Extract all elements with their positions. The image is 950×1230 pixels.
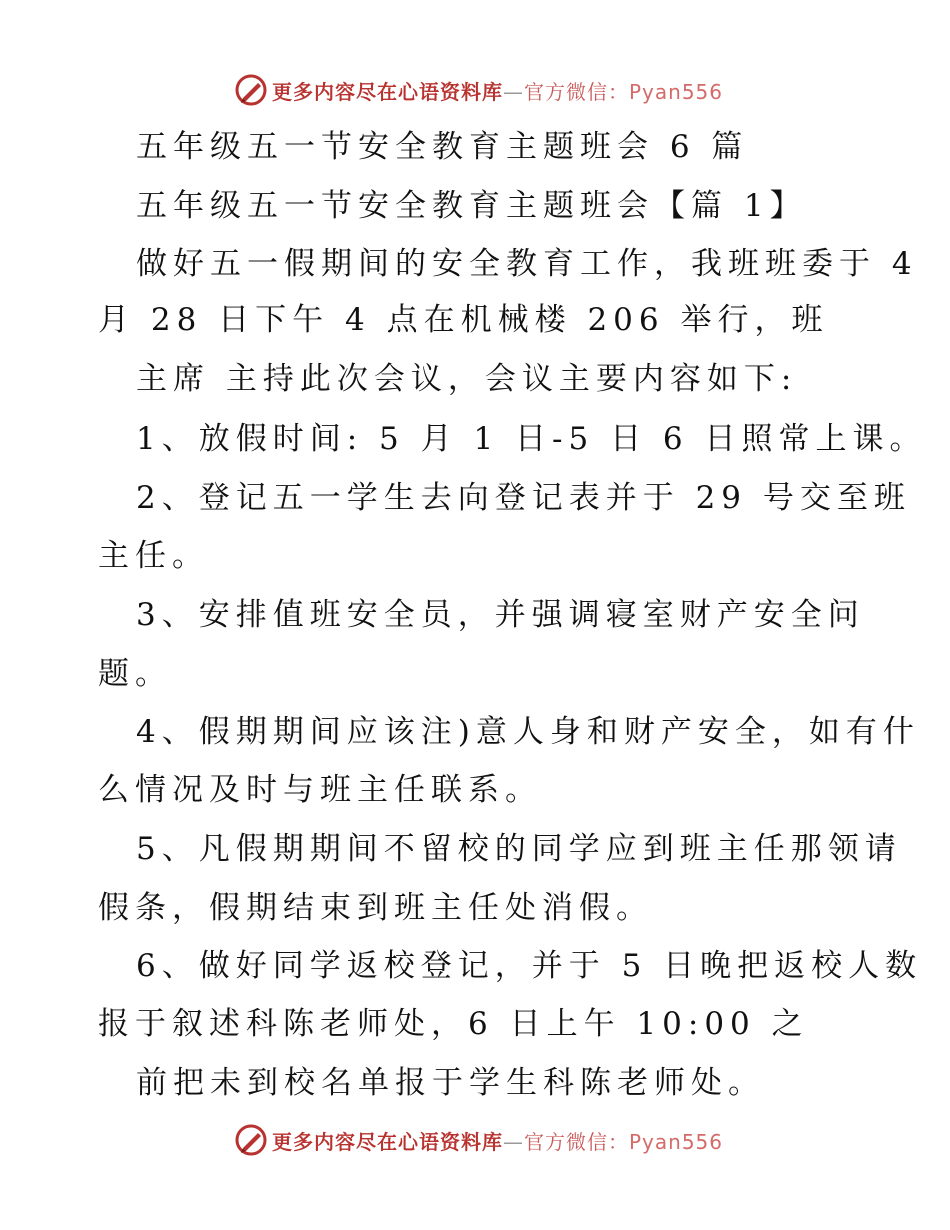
doc-subtitle: 五年级五一节安全教育主题班会【篇 1】 [136, 188, 807, 224]
header-banner [0, 70, 950, 110]
list-item: 3、安排值班安全员，并强调寝室财产安全问 [136, 597, 865, 633]
wechat-label: 官方微信： [524, 1129, 629, 1154]
list-item: 5、凡假期期间不留校的同学应到班主任那领请 [136, 831, 902, 867]
pen-logo-icon [234, 73, 268, 107]
brand-text: 更多内容尽在心语资料库 [272, 79, 503, 104]
list-item-continuation: 题。 [98, 656, 172, 692]
list-item: 2、登记五一学生去向登记表并于 29 号交至班 [136, 480, 911, 516]
list-item: 4、假期期间应该注)意人身和财产安全，如有什 [136, 714, 920, 750]
brand-text: 更多内容尽在心语资料库 [272, 1129, 503, 1154]
list-item-continuation: 报于叙述科陈老师处，6 日上午 10:00 之 [98, 1006, 809, 1042]
separator: — [503, 79, 524, 104]
pen-logo-icon [234, 1123, 268, 1157]
wechat-id: Pyan556 [629, 1129, 724, 1154]
paragraph-line: 月 28 日下午 4 点在机械楼 206 举行，班 [98, 302, 829, 338]
footer-banner [0, 1120, 950, 1160]
list-item-continuation: 主任。 [98, 538, 209, 574]
list-item: 1、放假时间: 5 月 1 日-5 日 6 日照常上课。 [136, 421, 927, 457]
list-item-continuation: 假条，假期结束到班主任处消假。 [98, 890, 653, 926]
list-item: 6、做好同学返校登记，并于 5 日晚把返校人数 [136, 948, 923, 984]
wechat-label: 官方微信： [524, 79, 629, 104]
paragraph-line: 主席 主持此次会议，会议主要内容如下: [136, 361, 798, 397]
separator: — [503, 1129, 524, 1154]
doc-title: 五年级五一节安全教育主题班会 6 篇 [136, 129, 749, 165]
wechat-id: Pyan556 [629, 79, 724, 104]
list-item-continuation: 么情况及时与班主任联系。 [98, 772, 542, 808]
list-item-continuation: 前把未到校名单报于学生科陈老师处。 [136, 1065, 765, 1101]
paragraph-line: 做好五一假期间的安全教育工作，我班班委于 4 [136, 246, 918, 282]
